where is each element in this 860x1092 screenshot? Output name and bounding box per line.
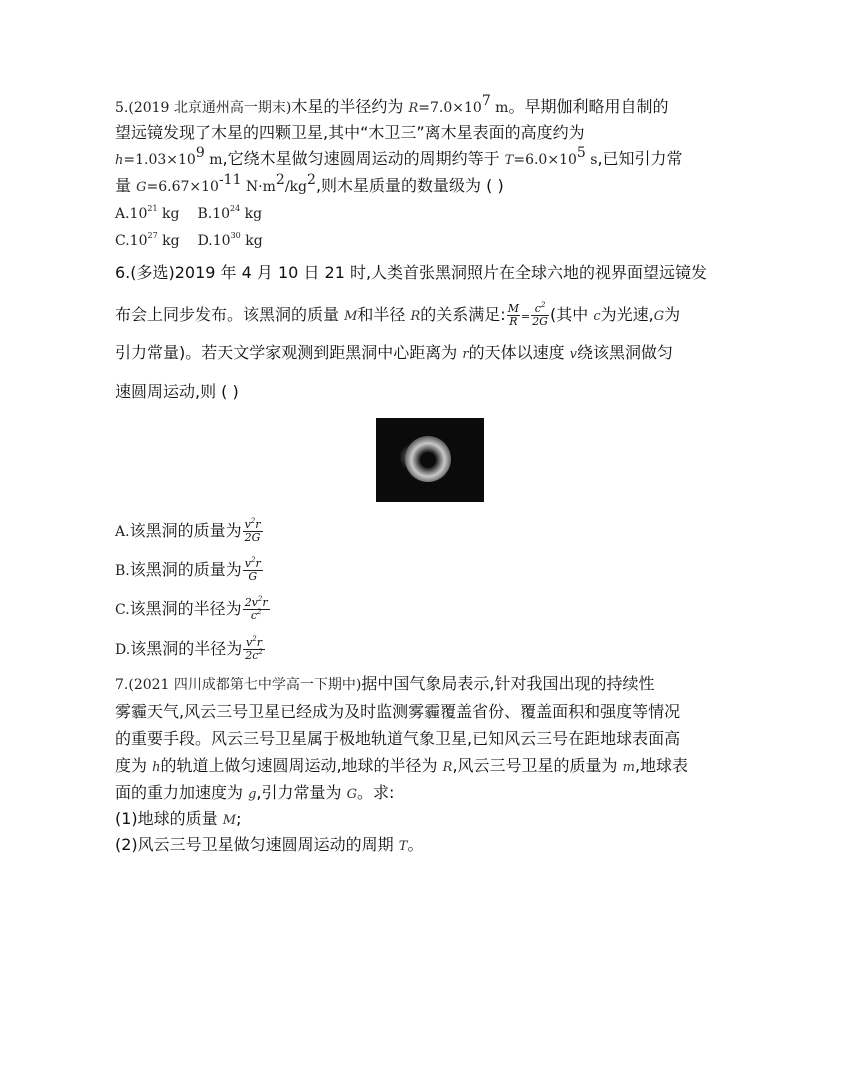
q6-text: (其中 [549, 305, 594, 324]
q7-line-5 [115, 782, 394, 806]
option-label: C. [115, 602, 130, 618]
q6-line-2 [115, 303, 680, 328]
q7-part-text: ; [236, 809, 242, 828]
numerator-exponent: 2 [250, 556, 256, 564]
radius-unit: m [490, 100, 509, 116]
symbol-R: R [410, 309, 421, 324]
denominator [243, 650, 265, 662]
denominator: R [509, 315, 518, 328]
q5-options-row-1 [115, 202, 262, 225]
numerator-base: v [246, 636, 253, 649]
numerator-exponent: 2 [540, 301, 546, 309]
option-label: D. [115, 642, 131, 658]
symbol-r: r [462, 347, 469, 362]
option-text: 该黑洞的半径为 [129, 599, 242, 618]
q5-text: 量 [115, 176, 137, 195]
option-unit: kg [157, 206, 180, 222]
denominator: G [248, 570, 258, 583]
fraction-v2r-over-2c2 [243, 637, 265, 662]
option-exponent: 21 [147, 204, 158, 213]
option-text: 该黑洞的质量为 [129, 560, 242, 579]
option-exponent: 27 [147, 231, 158, 240]
q7-text: 的重要手段。风云三号卫星属于极地轨道气象卫星,已知风云三号在距地球表面高 [115, 729, 681, 748]
symbol-g: g [248, 787, 257, 802]
q5-text: 。早期伽利略用自制的 [508, 97, 669, 116]
q5-text: 木星的半径约为 [291, 97, 409, 116]
symbol-T: T [398, 839, 408, 854]
q5-option-d [198, 233, 263, 249]
q6-option-c [115, 597, 271, 622]
symbol-M: M [222, 813, 237, 828]
denominator-exponent: 2 [258, 648, 263, 656]
height-value: =1.03×10 [123, 152, 196, 168]
q6-text: 和半径 [357, 305, 411, 324]
symbol-T: T [504, 153, 514, 168]
q5-number: 5. [115, 100, 129, 116]
q7-text: 雾霾天气,风云三号卫星已经成为及时监测雾霾覆盖省份、覆盖面积和强度等情况 [115, 702, 681, 721]
denominator: 2G [244, 531, 261, 544]
numerator-base: v [244, 518, 251, 531]
option-unit: kg [240, 233, 263, 249]
period-unit: s [585, 152, 598, 168]
q5-option-c [115, 233, 180, 249]
q7-text: 。求: [357, 783, 395, 802]
q5-text: ,则木星质量的数量级为 ( ) [315, 176, 504, 195]
period-value: =6.0×10 [513, 152, 577, 168]
q5-line-3 [115, 145, 683, 172]
q7-part-text: (1)地球的质量 [115, 809, 223, 828]
q7-line-2 [115, 701, 680, 723]
q6-line-3 [115, 342, 673, 366]
option-unit: kg [157, 233, 180, 249]
q7-text: ,风云三号卫星的质量为 [452, 756, 623, 775]
q5-line-2 [115, 122, 585, 144]
q7-text: 面的重力加速度为 [115, 783, 249, 802]
option-label: B. [115, 563, 130, 579]
q6-text: 为 [664, 305, 681, 324]
q7-text: 度为 [115, 756, 153, 775]
option-label: D.10 [197, 233, 231, 249]
option-text: 该黑洞的半径为 [130, 639, 243, 658]
q5-line-1 [115, 93, 669, 120]
q6-text: 引力常量)。若天文学家观测到距黑洞中心距离为 [115, 343, 463, 362]
q6-text: 速圆周运动,则 ( ) [115, 382, 239, 401]
period-exponent: 5 [576, 145, 586, 161]
q7-text: ,地球表 [634, 756, 689, 775]
numerator-factor: r [255, 518, 261, 531]
height-unit: m [204, 152, 223, 168]
numerator-base: c [534, 302, 541, 315]
fraction-m-over-r [507, 303, 520, 328]
numerator-exponent: 2 [250, 517, 256, 525]
q7-line-1 [115, 673, 654, 696]
symbol-h: h [152, 760, 161, 775]
symbol-v: v [569, 347, 578, 362]
radius-exponent: 7 [481, 93, 491, 109]
denominator-exponent: 2 [257, 608, 262, 616]
q6-option-b [115, 558, 264, 583]
q7-part-text: (2)风云三号卫星做匀速圆周运动的周期 [115, 835, 399, 854]
q6-option-d [115, 637, 266, 662]
option-label: B.10 [197, 206, 231, 222]
black-hole-ring [405, 436, 451, 482]
q7-text: 的轨道上做匀速圆周运动,地球的半径为 [160, 756, 443, 775]
numerator-base: 2v [244, 596, 258, 609]
denominator-base: c [250, 609, 258, 622]
q6-text: 的天体以速度 [468, 343, 570, 362]
unit-exponent: 2 [307, 172, 316, 188]
q5-text: 望远镜发现了木星的四颗卫星,其中“木卫三”离木星表面的高度约为 [115, 123, 585, 142]
numerator-exponent: 2 [252, 635, 257, 643]
symbol-R: R [408, 101, 419, 116]
q6-text: 为光速, [600, 305, 654, 324]
option-exponent: 30 [230, 231, 241, 240]
q6-text: 6.(多选)2019 年 4 月 10 日 21 时,人类首张黑洞照片在全球六地的视界面望远镜发 [115, 263, 708, 282]
denominator-base: 2c [245, 649, 259, 662]
q5-options-row-2 [115, 229, 263, 252]
option-label: A. [115, 524, 130, 540]
q7-text: ,引力常量为 [256, 783, 347, 802]
denominator: 2G [532, 315, 548, 328]
symbol-G: G [653, 309, 665, 324]
symbol-G: G [136, 180, 147, 195]
numerator-base: v [244, 557, 251, 570]
q7-source: (2021 四川成都第七中学高一下期中) [128, 677, 362, 693]
option-label: C.10 [115, 233, 148, 249]
symbol-h: h [115, 153, 124, 168]
numerator: M [507, 302, 519, 315]
option-exponent: 24 [230, 204, 241, 213]
symbol-c: c [593, 309, 601, 324]
q7-line-3 [115, 728, 680, 750]
denominator [243, 610, 270, 622]
numerator-factor: r [255, 557, 261, 570]
q7-text: 据中国气象局表示,针对我国出现的持续性 [361, 674, 655, 693]
q6-line-1 [115, 262, 707, 284]
q6-line-4 [115, 381, 239, 403]
q7-part-1 [115, 808, 241, 832]
unit-exponent: 2 [275, 172, 285, 188]
height-exponent: 9 [195, 145, 205, 161]
equals-sign: = [520, 310, 531, 323]
numerator-exponent: 2 [257, 595, 263, 603]
fraction-v2r-over-2g [243, 519, 263, 544]
option-label: A.10 [115, 206, 148, 222]
radius-value: =7.0×10 [418, 100, 482, 116]
option-unit: kg [240, 206, 263, 222]
black-hole-image [376, 418, 484, 502]
q5-text: ,已知引力常 [597, 149, 683, 168]
q6-text: 布会上同步发布。该黑洞的质量 [115, 305, 345, 324]
q7-part-text: 。 [407, 835, 424, 854]
q7-part-2 [115, 834, 423, 858]
q5-source: (2019 北京通州高一期末) [128, 100, 292, 116]
numerator-factor: r [262, 596, 268, 609]
q6-text: 的关系满足: [420, 305, 506, 324]
q5-option-a [115, 206, 179, 222]
q5-option-b [197, 206, 262, 222]
option-text: 该黑洞的质量为 [129, 521, 242, 540]
symbol-R: R [442, 760, 453, 775]
q5-text: ,它绕木星做匀速圆周运动的周期约等于 [222, 149, 505, 168]
numerator-factor: r [256, 636, 262, 649]
q6-option-a [115, 519, 264, 544]
symbol-G: G [346, 787, 357, 802]
symbol-M: M [344, 309, 358, 324]
q5-line-4 [115, 172, 504, 199]
g-constant-exponent: -11 [218, 172, 242, 188]
fraction-2v2r-over-c2 [243, 597, 270, 622]
q7-number: 7. [115, 677, 129, 693]
fraction-v2r-over-g [243, 558, 263, 583]
g-constant-unit: N·m [241, 179, 276, 195]
g-constant-value: =6.67×10 [146, 179, 219, 195]
q6-text: 绕该黑洞做匀 [577, 343, 674, 362]
fraction-c2-over-2g [531, 303, 549, 328]
symbol-m: m [622, 760, 635, 775]
q7-line-4 [115, 755, 688, 779]
g-constant-unit: /kg [284, 179, 308, 195]
